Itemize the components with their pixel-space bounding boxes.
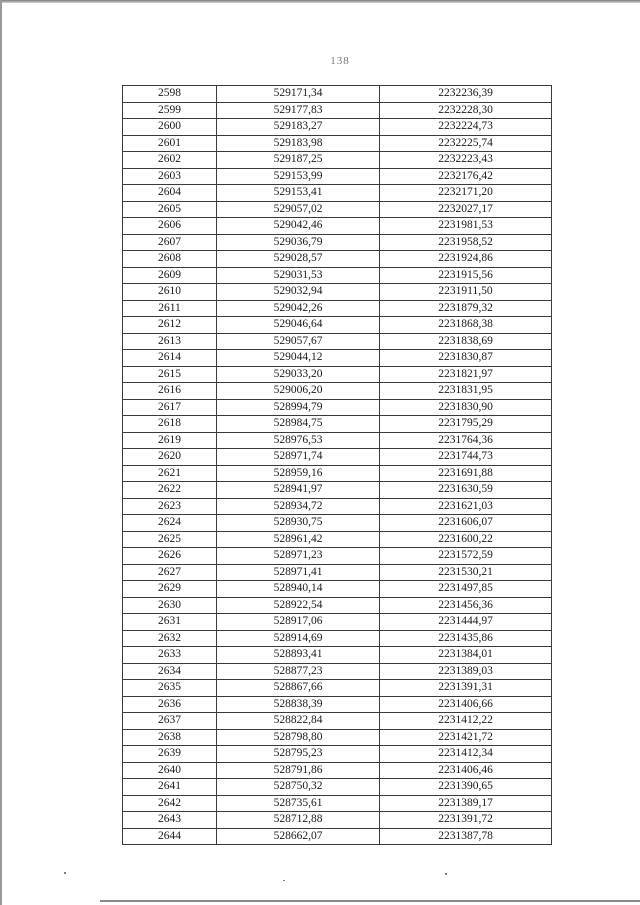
table-row — [123, 581, 552, 598]
x-coordinate-cell: 528662,07 — [217, 828, 380, 845]
table-row — [123, 152, 552, 169]
table-row — [123, 86, 552, 103]
y-coordinate-cell: 2231924,86 — [380, 251, 552, 268]
point-number-cell: 2642 — [123, 795, 217, 812]
y-coordinate-cell: 2231630,59 — [380, 482, 552, 499]
x-coordinate-cell: 528976,53 — [217, 432, 380, 449]
x-coordinate-cell: 528712,88 — [217, 812, 380, 829]
y-coordinate-cell: 2231911,50 — [380, 284, 552, 301]
x-coordinate-cell: 528971,74 — [217, 449, 380, 466]
x-coordinate-cell: 529033,20 — [217, 366, 380, 383]
y-coordinate-cell: 2231831,95 — [380, 383, 552, 400]
point-number-cell: 2614 — [123, 350, 217, 367]
coordinates-table — [122, 85, 552, 845]
y-coordinate-cell: 2232224,73 — [380, 119, 552, 136]
point-number-cell: 2607 — [123, 234, 217, 251]
y-coordinate-cell: 2231389,03 — [380, 663, 552, 680]
coordinates-table-body — [123, 86, 552, 845]
x-coordinate-cell: 528994,79 — [217, 399, 380, 416]
point-number-cell: 2644 — [123, 828, 217, 845]
x-coordinate-cell: 528917,06 — [217, 614, 380, 631]
x-coordinate-cell: 529153,41 — [217, 185, 380, 202]
x-coordinate-cell: 528959,16 — [217, 465, 380, 482]
x-coordinate-cell: 529171,34 — [217, 86, 380, 103]
table-row — [123, 218, 552, 235]
table-row — [123, 762, 552, 779]
scan-speck — [64, 872, 66, 874]
table-row — [123, 515, 552, 532]
point-number-cell: 2608 — [123, 251, 217, 268]
x-coordinate-cell: 528877,23 — [217, 663, 380, 680]
point-number-cell: 2598 — [123, 86, 217, 103]
x-coordinate-cell: 529046,64 — [217, 317, 380, 334]
point-number-cell: 2625 — [123, 531, 217, 548]
y-coordinate-cell: 2231868,38 — [380, 317, 552, 334]
x-coordinate-cell: 528791,86 — [217, 762, 380, 779]
point-number-cell: 2639 — [123, 746, 217, 763]
y-coordinate-cell: 2232171,20 — [380, 185, 552, 202]
y-coordinate-cell: 2232225,74 — [380, 135, 552, 152]
x-coordinate-cell: 528934,72 — [217, 498, 380, 515]
y-coordinate-cell: 2231744,73 — [380, 449, 552, 466]
point-number-cell: 2638 — [123, 729, 217, 746]
point-number-cell: 2604 — [123, 185, 217, 202]
point-number-cell: 2603 — [123, 168, 217, 185]
table-row — [123, 234, 552, 251]
y-coordinate-cell: 2231691,88 — [380, 465, 552, 482]
x-coordinate-cell: 529006,20 — [217, 383, 380, 400]
table-row — [123, 663, 552, 680]
x-coordinate-cell: 529183,27 — [217, 119, 380, 136]
y-coordinate-cell: 2231530,21 — [380, 564, 552, 581]
x-coordinate-cell: 528750,32 — [217, 779, 380, 796]
table-row — [123, 548, 552, 565]
point-number-cell: 2615 — [123, 366, 217, 383]
point-number-cell: 2599 — [123, 102, 217, 119]
table-row — [123, 465, 552, 482]
point-number-cell: 2632 — [123, 630, 217, 647]
table-row — [123, 795, 552, 812]
point-number-cell: 2621 — [123, 465, 217, 482]
point-number-cell: 2602 — [123, 152, 217, 169]
x-coordinate-cell: 529183,98 — [217, 135, 380, 152]
y-coordinate-cell: 2231838,69 — [380, 333, 552, 350]
y-coordinate-cell: 2231764,36 — [380, 432, 552, 449]
y-coordinate-cell: 2231572,59 — [380, 548, 552, 565]
y-coordinate-cell: 2231389,17 — [380, 795, 552, 812]
x-coordinate-cell: 528971,23 — [217, 548, 380, 565]
scan-edge-bottom — [100, 900, 640, 902]
x-coordinate-cell: 528941,97 — [217, 482, 380, 499]
y-coordinate-cell: 2231421,72 — [380, 729, 552, 746]
x-coordinate-cell: 529042,46 — [217, 218, 380, 235]
y-coordinate-cell: 2231406,66 — [380, 696, 552, 713]
x-coordinate-cell: 529153,99 — [217, 168, 380, 185]
table-row — [123, 251, 552, 268]
point-number-cell: 2620 — [123, 449, 217, 466]
table-row — [123, 531, 552, 548]
x-coordinate-cell: 528795,23 — [217, 746, 380, 763]
point-number-cell: 2613 — [123, 333, 217, 350]
y-coordinate-cell: 2232176,42 — [380, 168, 552, 185]
x-coordinate-cell: 528922,54 — [217, 597, 380, 614]
x-coordinate-cell: 529177,83 — [217, 102, 380, 119]
scan-edge-left — [0, 0, 2, 905]
y-coordinate-cell: 2231915,56 — [380, 267, 552, 284]
y-coordinate-cell: 2231435,86 — [380, 630, 552, 647]
x-coordinate-cell: 528961,42 — [217, 531, 380, 548]
y-coordinate-cell: 2231391,72 — [380, 812, 552, 829]
point-number-cell: 2611 — [123, 300, 217, 317]
x-coordinate-cell: 528930,75 — [217, 515, 380, 532]
x-coordinate-cell: 528914,69 — [217, 630, 380, 647]
table-row — [123, 168, 552, 185]
table-row — [123, 614, 552, 631]
point-number-cell: 2634 — [123, 663, 217, 680]
x-coordinate-cell: 529057,02 — [217, 201, 380, 218]
y-coordinate-cell: 2231412,22 — [380, 713, 552, 730]
table-row — [123, 432, 552, 449]
y-coordinate-cell: 2231456,36 — [380, 597, 552, 614]
x-coordinate-cell: 528984,75 — [217, 416, 380, 433]
x-coordinate-cell: 529036,79 — [217, 234, 380, 251]
point-number-cell: 2600 — [123, 119, 217, 136]
point-number-cell: 2605 — [123, 201, 217, 218]
x-coordinate-cell: 528971,41 — [217, 564, 380, 581]
point-number-cell: 2637 — [123, 713, 217, 730]
table-row — [123, 680, 552, 697]
table-row — [123, 630, 552, 647]
x-coordinate-cell: 528940,14 — [217, 581, 380, 598]
x-coordinate-cell: 528798,80 — [217, 729, 380, 746]
x-coordinate-cell: 529057,67 — [217, 333, 380, 350]
point-number-cell: 2636 — [123, 696, 217, 713]
y-coordinate-cell: 2231497,85 — [380, 581, 552, 598]
x-coordinate-cell: 529187,25 — [217, 152, 380, 169]
point-number-cell: 2633 — [123, 647, 217, 664]
table-row — [123, 399, 552, 416]
table-row — [123, 317, 552, 334]
y-coordinate-cell: 2231621,03 — [380, 498, 552, 515]
table-row — [123, 828, 552, 845]
x-coordinate-cell: 528838,39 — [217, 696, 380, 713]
table-row — [123, 729, 552, 746]
x-coordinate-cell: 528893,41 — [217, 647, 380, 664]
y-coordinate-cell: 2231412,34 — [380, 746, 552, 763]
y-coordinate-cell: 2231830,87 — [380, 350, 552, 367]
table-row — [123, 713, 552, 730]
x-coordinate-cell: 528822,84 — [217, 713, 380, 730]
x-coordinate-cell: 528867,66 — [217, 680, 380, 697]
table-row — [123, 696, 552, 713]
y-coordinate-cell: 2231795,29 — [380, 416, 552, 433]
y-coordinate-cell: 2231390,65 — [380, 779, 552, 796]
point-number-cell: 2612 — [123, 317, 217, 334]
table-row — [123, 267, 552, 284]
y-coordinate-cell: 2232228,30 — [380, 102, 552, 119]
y-coordinate-cell: 2231600,22 — [380, 531, 552, 548]
table-row — [123, 135, 552, 152]
y-coordinate-cell: 2232223,43 — [380, 152, 552, 169]
table-row — [123, 284, 552, 301]
y-coordinate-cell: 2231444,97 — [380, 614, 552, 631]
table-row — [123, 746, 552, 763]
point-number-cell: 2627 — [123, 564, 217, 581]
point-number-cell: 2610 — [123, 284, 217, 301]
point-number-cell: 2641 — [123, 779, 217, 796]
table-row — [123, 333, 552, 350]
table-row — [123, 498, 552, 515]
x-coordinate-cell: 529031,53 — [217, 267, 380, 284]
table-row — [123, 564, 552, 581]
x-coordinate-cell: 528735,61 — [217, 795, 380, 812]
x-coordinate-cell: 529028,57 — [217, 251, 380, 268]
table-row — [123, 102, 552, 119]
table-row — [123, 119, 552, 136]
x-coordinate-cell: 529032,94 — [217, 284, 380, 301]
x-coordinate-cell: 529044,12 — [217, 350, 380, 367]
point-number-cell: 2640 — [123, 762, 217, 779]
point-number-cell: 2643 — [123, 812, 217, 829]
y-coordinate-cell: 2231821,97 — [380, 366, 552, 383]
table-row — [123, 416, 552, 433]
point-number-cell: 2616 — [123, 383, 217, 400]
scan-speck — [283, 880, 285, 881]
table-row — [123, 366, 552, 383]
point-number-cell: 2609 — [123, 267, 217, 284]
point-number-cell: 2606 — [123, 218, 217, 235]
table-row — [123, 449, 552, 466]
table-row — [123, 185, 552, 202]
point-number-cell: 2626 — [123, 548, 217, 565]
scan-edge-top — [0, 0, 640, 3]
table-row — [123, 647, 552, 664]
x-coordinate-cell: 529042,26 — [217, 300, 380, 317]
y-coordinate-cell: 2231879,32 — [380, 300, 552, 317]
y-coordinate-cell: 2231606,07 — [380, 515, 552, 532]
y-coordinate-cell: 2231981,53 — [380, 218, 552, 235]
point-number-cell: 2601 — [123, 135, 217, 152]
table-row — [123, 300, 552, 317]
point-number-cell: 2630 — [123, 597, 217, 614]
table-row — [123, 383, 552, 400]
point-number-cell: 2618 — [123, 416, 217, 433]
y-coordinate-cell: 2231830,90 — [380, 399, 552, 416]
point-number-cell: 2631 — [123, 614, 217, 631]
point-number-cell: 2624 — [123, 515, 217, 532]
table-row — [123, 482, 552, 499]
table-row — [123, 350, 552, 367]
table-row — [123, 201, 552, 218]
scan-speck — [445, 873, 447, 875]
point-number-cell: 2619 — [123, 432, 217, 449]
y-coordinate-cell: 2231387,78 — [380, 828, 552, 845]
page-number: 138 — [330, 55, 350, 67]
table-row — [123, 597, 552, 614]
y-coordinate-cell: 2231384,01 — [380, 647, 552, 664]
point-number-cell: 2622 — [123, 482, 217, 499]
table-row — [123, 779, 552, 796]
point-number-cell: 2617 — [123, 399, 217, 416]
y-coordinate-cell: 2231391,31 — [380, 680, 552, 697]
point-number-cell: 2623 — [123, 498, 217, 515]
point-number-cell: 2629 — [123, 581, 217, 598]
y-coordinate-cell: 2232236,39 — [380, 86, 552, 103]
y-coordinate-cell: 2232027,17 — [380, 201, 552, 218]
y-coordinate-cell: 2231406,46 — [380, 762, 552, 779]
y-coordinate-cell: 2231958,52 — [380, 234, 552, 251]
table-row — [123, 812, 552, 829]
point-number-cell: 2635 — [123, 680, 217, 697]
